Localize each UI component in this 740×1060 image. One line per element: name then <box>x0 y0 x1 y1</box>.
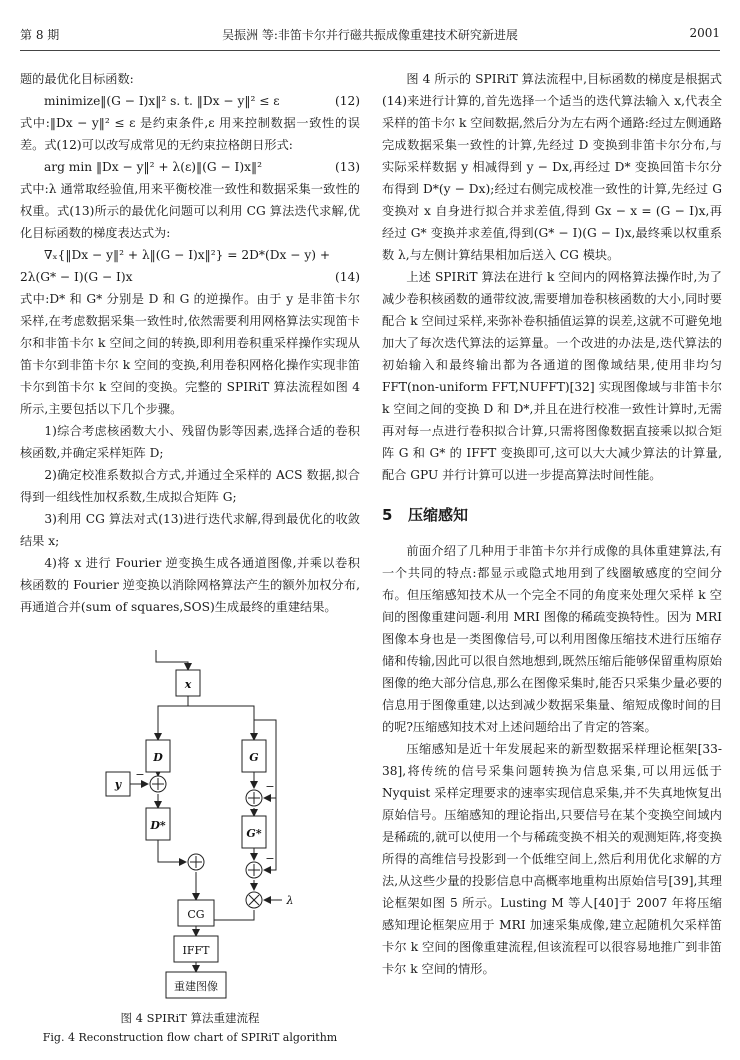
ifft-label: IFFT <box>182 944 210 957</box>
figure-caption-en: Fig. 4 Reconstruction flow chart of SPIRiT algorithm <box>42 1031 338 1044</box>
minus-sign: − <box>135 768 145 781</box>
equation-expression: arg min ‖Dx − y‖² + λ(ε)‖(G − I)x‖² <box>44 160 262 174</box>
step-3: 3)利用 CG 算法对式(13)进行迭代求解,得到最优化的收敛结果 x; <box>20 512 360 548</box>
equation-expression: ∇ₓ{‖Dx − y‖² + λ‖(G − I)x‖²} = 2D*(Dx − y) + <box>44 248 331 262</box>
section-heading <box>382 504 722 526</box>
step-2: 2)确定校准系数拟合方式,并通过全采样的 ACS 数据,拟合得到一组线性加权系数,生成拟合矩阵 G; <box>20 468 360 504</box>
step-1: 1)综合考虑核函数大小、残留伪影等因素,选择合适的卷积核函数,并确定采样矩阵 D; <box>20 424 360 460</box>
y-label: y <box>114 778 122 791</box>
page-header <box>20 26 720 48</box>
minus-sign: − <box>265 780 275 793</box>
equation-expression: minimize‖(G − I)x‖² s. t. ‖Dx − y‖² ≤ ε <box>44 94 280 108</box>
issue-label: 第 8 期 <box>20 28 60 42</box>
section-title: 压缩感知 <box>408 506 469 524</box>
equation-12 <box>20 90 360 112</box>
equation-number: (12) <box>334 94 360 108</box>
paragraph: 题的最优化目标函数: <box>20 72 134 86</box>
equation-14-line-1 <box>20 244 360 266</box>
minus-sign: − <box>265 852 275 865</box>
x-label: x <box>184 678 192 691</box>
gstar-label: G* <box>246 827 262 840</box>
section-number: 5 <box>382 506 393 524</box>
result-label: 重建图像 <box>174 980 218 993</box>
paragraph: 式中:λ 通常取经验值,用来平衡校准一致性和数据采集一致性的权重。式(13)所示的最优化问题可以利用 CG 算法迭代求解,优化目标函数的梯度表达式为: <box>20 182 360 240</box>
header-rule <box>20 50 720 51</box>
figure-4-flowchart <box>20 650 360 1005</box>
dstar-label: D* <box>150 819 166 832</box>
figure-caption-cn: 图 4 SPIRiT 算法重建流程 <box>120 1011 260 1025</box>
lambda-label: λ <box>286 894 294 907</box>
paragraph: 式中:‖Dx − y‖² ≤ ε 是约束条件,ε 用来控制数据一致性的误差。式(12)可以改写成常见的无约束拉格朗日形式: <box>20 116 360 152</box>
equation-13 <box>20 156 360 178</box>
paragraph: 式中:D* 和 G* 分别是 D 和 G 的逆操作。由于 y 是非笛卡尔采样,在考虑数据采集一致性时,依然需要利用网格算法实现笛卡尔和非笛卡尔 k 空间之间的转换,即利用卷积重采样操作实现从笛卡尔到非笛卡尔 k 空间的变换,利用卷积网格化操作实现非笛卡尔到笛卡尔 k 空间的变换。完整的 SPIRiT 算法流程如图 4 所示,主要包括以下几个步骤。 <box>20 292 360 416</box>
d-label: D <box>153 751 163 764</box>
paragraph: 上述 SPIRiT 算法在进行 k 空间内的网格算法操作时,为了减少卷积核函数的通带纹波,需要增加卷积核函数的大小,同时要配合 k 空间过采样,来弥补卷积插值运算的误差,这就不可避免地加大了每次迭代算法的运算量。一个改进的办法是,迭代算法的初始输入和最终输出都为各通道的图像域结果,使用非均匀 FFT(non-uniform FFT,NUFFT)[32] 实现图像域与非笛卡尔 k 空间之间的变换 D 和 D*,并且在进行校准一致性计算时,无需再对每一点进行卷积拟合计算,只需将图像数据直接乘以拟合矩阵 G 和 G* 的 IFFT 变换即可,这可以大大减少算法的计算量,配合 GPU 并行计算可以进一步提高算法时间性能。 <box>382 270 722 482</box>
paragraph: 图 4 所示的 SPIRiT 算法流程中,目标函数的梯度是根据式(14)来进行计算的,首先选择一个适当的迭代算法输入 x,代表全采样的笛卡尔 k 空间数据,然后分为左右两个通路:经过左侧通路完成数据采集一致性的计算,先经过 D 变换到非笛卡尔分布,与实际采样数据 y 相减得到 y − Dx,再经过 D* 变换回笛卡尔分布得到 D*(y − Dx);经过右侧完成校准一致性的计算,先经过 G 变换对 x 自身进行拟合并求差值,得到 Gx − x = (G − I)x,再经过 G* 变换并求差值,得到(G* − I)(G − I)x,最终乘以权重系数 λ,与左侧计算结果相加后送入 CG 模块。 <box>382 72 722 262</box>
paragraph: 前面介绍了几种用于非笛卡尔并行成像的具体重建算法,有一个共同的特点:都显示或隐式地用到了线圈敏感度的空间分布。但压缩感知技术从一个完全不同的角度来处理欠采样 k 空间的图像重建问题-利用 MRI 图像的稀疏变换特性。因为 MRI 图像本身也是一类图像信号,可以利用图像压缩技术进行压缩存储和传输,因此可以很自然地想到,既然压缩后能够保留重构原始图像的绝大部分信息,那么在图像采集时,能否只采集少量必要的信息用于图像重建,以达到减少数据采集量、缩短成像时间的目的呢?压缩感知技术对上述问题给出了肯定的答案。 <box>382 544 722 734</box>
step-4: 4)将 x 进行 Fourier 逆变换生成各通道图像,并乘以卷积核函数的 Fourier 逆变换以消除网格算法产生的额外加权分布,再通道合并(sum of squares,SOS)生成最终的重建结果。 <box>20 556 360 614</box>
flowchart-diagram <box>20 650 360 1005</box>
equation-number: (13) <box>334 160 360 174</box>
g-label: G <box>249 751 259 764</box>
equation-expression: 2λ(G* − I)(G − I)x <box>20 270 133 284</box>
paragraph: 压缩感知是近十年发展起来的新型数据采样理论框架[33-38],将传统的信号采集问题转换为信息采集,可以用远低于 Nyquist 采样定理要求的速率实现信息采集,并不失真地恢复出原始信号。压缩感知的理论指出,只要信号在某个变换空间域内是稀疏的,就可以使用一个与稀疏变换不相关的观测矩阵,将变换所得的高维信号投影到一个低维空间上,然后利用优化求解的方法,从这些少量的投影信息中高概率地重构出原始信号[39],其理论框架如图 5 所示。Lusting M 等人[40]于 2007 年将压缩感知理论框架应用于 MRI 加速采集成像,建立起随机欠采样笛卡尔 k 空间的图像重建流程,但该流程可以很容易地推广到非笛卡尔 k 空间的情形。 <box>382 742 722 976</box>
equation-number: (14) <box>334 270 360 284</box>
right-column <box>382 68 722 980</box>
page-number: 2001 <box>689 26 720 40</box>
cg-label: CG <box>187 908 205 921</box>
running-title: 吴振洲 等:非笛卡尔并行磁共振成像重建技术研究新进展 <box>222 28 518 42</box>
equation-14-line-2 <box>20 266 360 288</box>
left-column <box>20 68 360 618</box>
